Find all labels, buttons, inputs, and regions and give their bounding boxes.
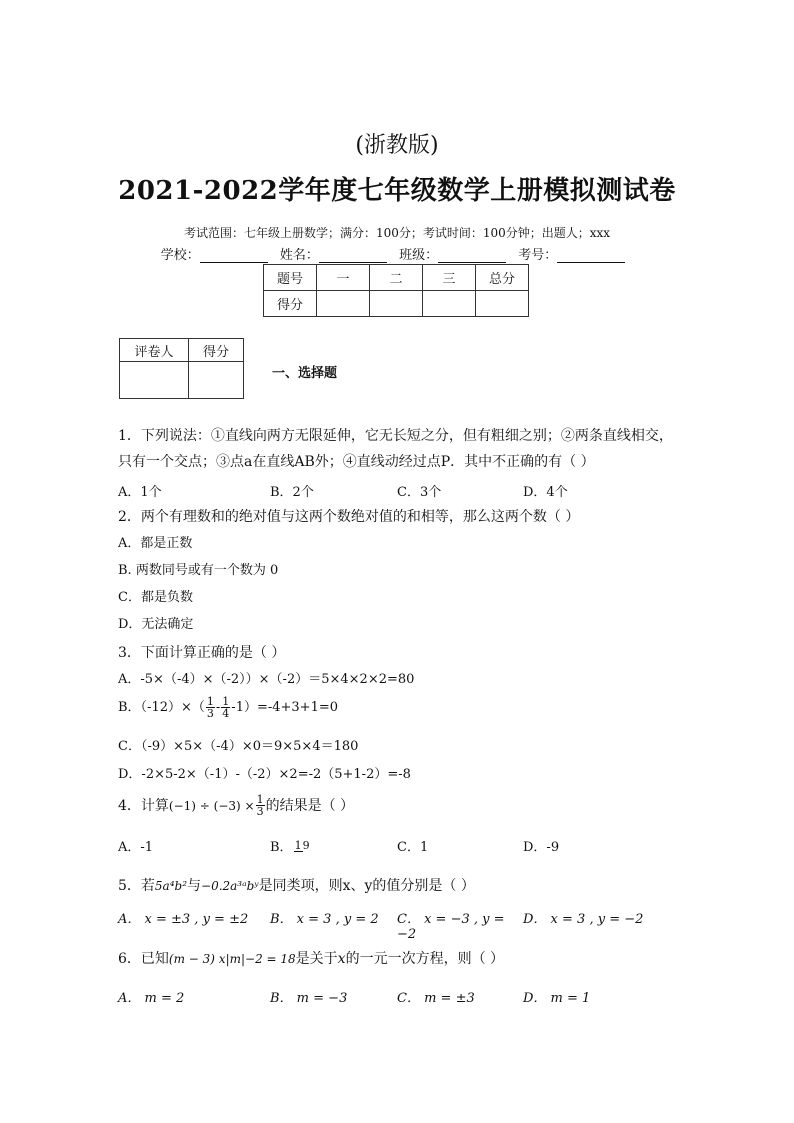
q3-stem: 3．下面计算正确的是（ ） xyxy=(118,645,286,661)
score-header-cell: 三 xyxy=(423,265,476,291)
q2-option-b[interactable]: B. 两数同号或有一个数为 0 xyxy=(118,563,279,578)
q5-option-d[interactable]: D． x = 3 , y = −2 xyxy=(523,912,644,927)
q6-option-b[interactable]: B． m = −3 xyxy=(270,991,348,1006)
q4-option-d[interactable]: D．-9 xyxy=(523,840,560,855)
q5-option-a[interactable]: A． x = ±3 , y = ±2 xyxy=(118,912,249,927)
fraction-numerator: 1 xyxy=(256,793,264,806)
exam-title: 2021-2022学年度七年级数学上册模拟测试卷 xyxy=(118,176,676,206)
q4-prefix: 4．计算 xyxy=(118,797,169,814)
fraction-numerator: 1 xyxy=(206,695,214,708)
q3-option-b-prefix: B．（-12）×（ xyxy=(118,699,205,715)
student-fields xyxy=(0,244,794,263)
score-table xyxy=(263,264,529,317)
score-cell[interactable] xyxy=(476,291,529,317)
score-header-cell: 题号 xyxy=(264,265,317,291)
field-id-label: 考号： xyxy=(518,248,558,263)
section-heading: 一、选择题 xyxy=(272,366,338,381)
score-row-label: 得分 xyxy=(264,291,317,317)
q5-prefix: 5．若 xyxy=(118,878,155,894)
score-header-cell: 二 xyxy=(370,265,423,291)
field-class-blank[interactable] xyxy=(438,250,506,263)
score-cell[interactable] xyxy=(370,291,423,317)
q6-option-a[interactable]: A． m = 2 xyxy=(118,991,185,1006)
field-school-blank[interactable] xyxy=(200,250,268,263)
fraction-denominator: 3 xyxy=(256,805,264,818)
score-table-row xyxy=(264,291,529,317)
q5-suffix: 是同类项，则x、y的值分别是（ ） xyxy=(258,878,475,894)
q5-options xyxy=(118,908,678,942)
grader-header-cell: 评卷人 xyxy=(120,339,189,362)
grader-cell[interactable] xyxy=(189,362,244,399)
score-header-cell: 总分 xyxy=(476,265,529,291)
exam-info: 考试范围：七年级上册数学；满分：100分；考试时间：100分钟；出题人；xxx xyxy=(183,226,611,240)
fraction-denominator: 3 xyxy=(206,707,214,720)
q1-line1: 1．下列说法：①直线向两方无限延伸，它无长短之分，但有粗细之别；②两条直线相交， xyxy=(118,428,673,444)
q1-option-a[interactable]: A．1个 xyxy=(118,485,162,500)
fraction xyxy=(206,696,215,719)
q5-term1: 5a⁴b² xyxy=(154,879,188,893)
q1-line2: 只有一个交点；③点a在直线AB外；④直线动经过点P．其中不正确的有（ ） xyxy=(118,454,595,470)
fraction-numerator: 1 xyxy=(222,695,230,708)
score-cell[interactable] xyxy=(317,291,370,317)
grader-table xyxy=(119,338,244,399)
q4-expression: (−1) ÷ (−3) × xyxy=(168,798,255,813)
field-name-blank[interactable] xyxy=(319,250,387,263)
q3-option-d[interactable]: D．-2×5-2×（-1）-（-2）×2=-2（5+1-2）=-8 xyxy=(118,767,411,782)
q6-stem xyxy=(118,949,504,969)
q6-option-c[interactable]: C． m = ±3 xyxy=(397,991,475,1006)
q1-options xyxy=(118,481,678,500)
q4-suffix: 的结果是（ ） xyxy=(265,797,355,814)
q6-middle: 是关于 xyxy=(295,951,338,967)
exam-subtitle: (浙教版) xyxy=(355,133,439,158)
field-name-label: 姓名： xyxy=(279,248,319,263)
q1-option-c[interactable]: C．3个 xyxy=(397,485,442,500)
score-cell[interactable] xyxy=(423,291,476,317)
q2-option-d[interactable]: D．无法确定 xyxy=(118,617,194,632)
grader-cell[interactable] xyxy=(120,362,189,399)
q3-option-b[interactable] xyxy=(118,696,338,719)
q5-option-b[interactable]: B． x = 3 , y = 2 xyxy=(270,912,379,927)
q6-options xyxy=(118,987,678,1006)
q4-stem xyxy=(118,794,354,817)
q5-stem xyxy=(118,876,475,896)
q2-option-c[interactable]: C．都是负数 xyxy=(118,590,193,605)
score-table-header xyxy=(264,265,529,291)
q6-equation: (m − 3) x|m|−2 = 18 xyxy=(168,952,296,966)
fraction-numerator: 1 xyxy=(294,838,302,852)
q4-options xyxy=(118,836,678,855)
q1-option-d[interactable]: D．4个 xyxy=(523,485,568,500)
q6-suffix: 的一元一次方程，则（ ） xyxy=(345,951,505,967)
fraction-denominator: 4 xyxy=(222,707,230,720)
q4-option-b-label: B． xyxy=(270,840,293,855)
q4-option-b[interactable] xyxy=(270,836,397,855)
minus-sign: - xyxy=(215,699,221,715)
q2-stem: 2．两个有理数和的绝对值与这两个数绝对值的和相等，那么这两个数（ ） xyxy=(118,509,580,525)
q6-prefix: 6．已知 xyxy=(118,951,169,967)
q6-variable: x xyxy=(337,951,346,967)
field-class-label: 班级： xyxy=(399,248,439,263)
fraction xyxy=(256,794,265,817)
q2-option-a[interactable]: A．都是正数 xyxy=(118,536,193,551)
q6-option-d[interactable]: D． m = 1 xyxy=(523,991,591,1006)
fraction xyxy=(221,696,230,719)
q4-option-c[interactable]: C．1 xyxy=(397,840,429,855)
q3-option-c[interactable]: C．（-9）×5×（-4）×0＝9×5×4＝180 xyxy=(118,739,359,754)
fraction xyxy=(294,840,310,852)
fraction-denominator: 9 xyxy=(302,838,310,852)
score-header-cell: 一 xyxy=(317,265,370,291)
field-id-blank[interactable] xyxy=(557,250,625,263)
q5-conjunction: 与 xyxy=(187,878,202,894)
q5-term2: −0.2a³ᵃbʸ xyxy=(201,879,259,893)
q3-option-b-suffix: -1）=-4+3+1=0 xyxy=(231,699,339,715)
field-school-label: 学校： xyxy=(160,248,200,263)
q1-option-b[interactable]: B．2个 xyxy=(270,485,314,500)
grader-header-cell: 得分 xyxy=(189,339,244,362)
q4-option-a[interactable]: A．-1 xyxy=(118,840,154,855)
q5-option-c[interactable]: C． x = −3 , y = −2 xyxy=(397,912,505,942)
q3-option-a[interactable]: A．-5×（-4）×（-2））×（-2）＝5×4×2×2=80 xyxy=(118,672,415,687)
